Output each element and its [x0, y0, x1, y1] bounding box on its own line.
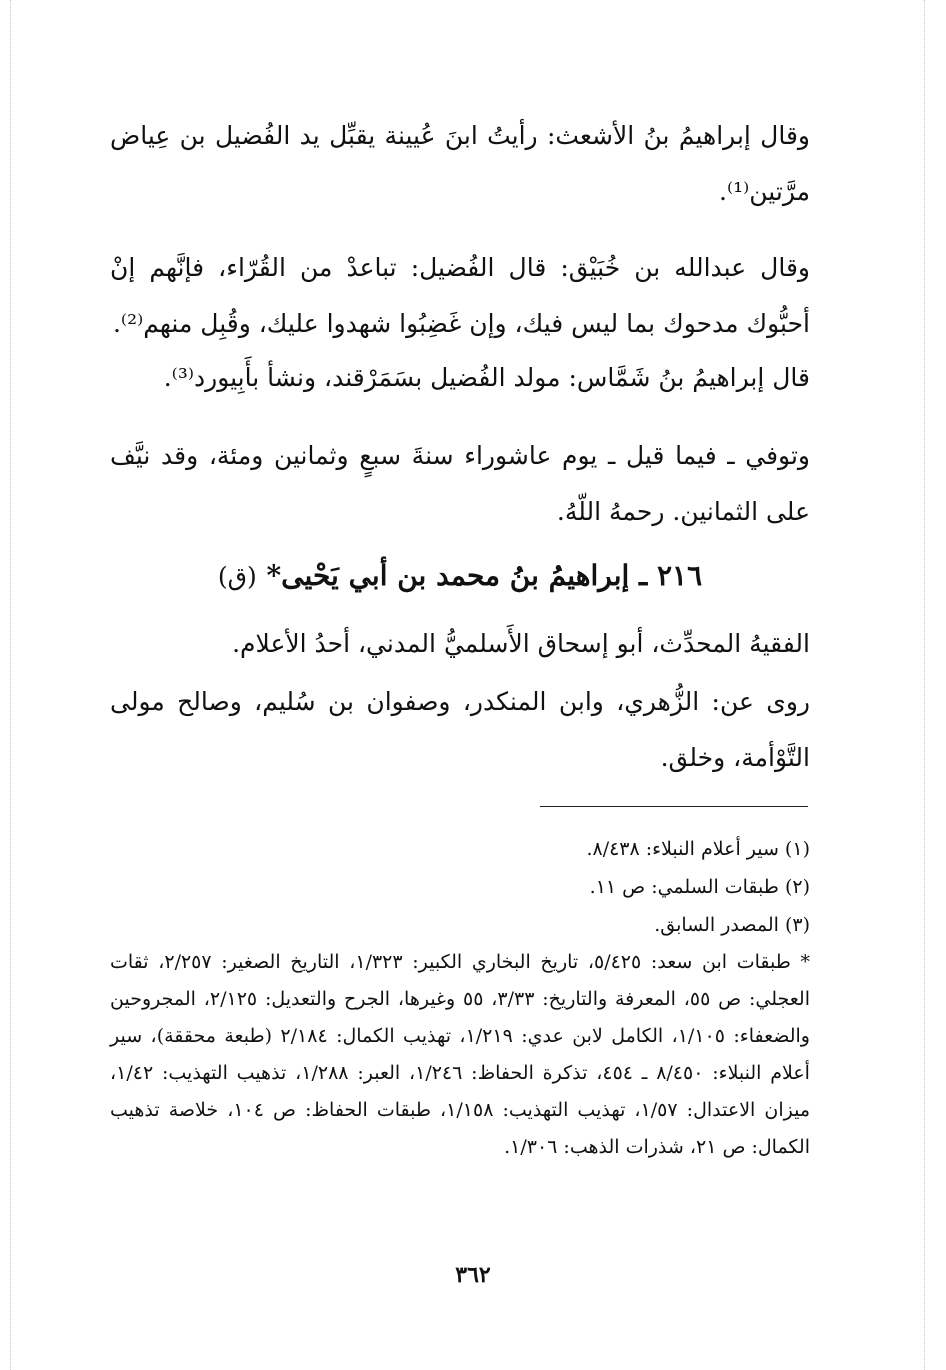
scan-margin-left — [10, 0, 11, 1370]
entry-heading — [110, 548, 810, 605]
paragraph-entry-narrators: روى عن: الزُّهري، وابن المنكدر، وصفوان بن سُليم، وصالح مولى التَّوْأمة، وخلق. — [110, 687, 810, 772]
paragraph-entry-description: الفقيهُ المحدِّث، أبو إسحاق الأَسلميُّ المدني، أحدُ الأعلام. — [232, 629, 810, 658]
footnote-star: * طبقات ابن سعد: ٥/٤٢٥، تاريخ البخاري الكبير: ١/٣٢٣، التاريخ الصغير: ٢/٢٥٧، ثقات العجلي: ص ٥٥، المعرفة والتاريخ: ٣/٣٣، ٥٥ وغيرها، الجرح والتعديل: ٢/١٢٥، المجروحين والضعفاء: ١/١٠٥، الكامل لابن عدي: ١/٢١٩، تهذيب الكمال: ٢/١٨٤ (طبعة محققة)، سير أعلام النبلاء: ٨/٤٥٠ ـ ٤٥٤، تذكرة الحفاظ: ١/٢٤٦، العبر: ١/٢٨٨، تذهيب التهذيب: ١/٤٢، ميزان الاعتدال: ١/٥٧، تهذيب التهذيب: ١/١٥٨، طبقات الحفاظ: ص ١٠٤، خلاصة تذهيب الكمال: ص ٢١، شذرات الذهب: ١/٣٠٦. — [110, 951, 811, 1158]
scan-margin-right — [924, 0, 925, 1370]
entry-heading-title: ٢١٦ ـ إبراهيمُ بنُ محمد بن أبي يَحْيى* — [266, 559, 703, 592]
paragraph-ibn-khubayq: وقال عبدالله بن خُبَيْق: قال الفُضيل: تباعدْ من القُرّاء، فإنَّهم إنْ أحبُّوك مدحوك بما ليس فيك، وإن غَضِبُوا شهدوا عليك، وقُبِل منهم⁽²⁾. — [110, 253, 810, 338]
paragraph-death: وتوفي ـ فيما قيل ـ يوم عاشوراء سنةَ سبعٍ وثمانين ومئة، وقد نيَّف على الثمانين. رحمهُ اللّهُ. — [110, 441, 810, 526]
entry-heading-siglum: (ق) — [217, 562, 257, 591]
footnote-2: (٢) طبقات السلمي: ص ١١. — [589, 876, 810, 898]
footnote-separator — [540, 806, 808, 807]
footnote-1: (١) سير أعلام النبلاء: ٨/٤٣٨. — [586, 838, 810, 860]
paragraph-ibn-shammas: قال إبراهيمُ بنُ شَمَّاس: مولد الفُضيل بسَمَرْقند، ونشأ بأَبِيورد⁽³⁾. — [163, 363, 810, 392]
footnotes — [110, 830, 810, 1166]
paragraph-ibn-al-ashath: وقال إبراهيمُ بنُ الأشعث: رأيتُ ابنَ عُيينة يقبِّل يد الفُضيل بن عِياض مرَّتين⁽¹⁾. — [110, 121, 810, 206]
page-number: ٣٦٢ — [455, 1262, 491, 1288]
footnote-3: (٣) المصدر السابق. — [654, 914, 810, 936]
